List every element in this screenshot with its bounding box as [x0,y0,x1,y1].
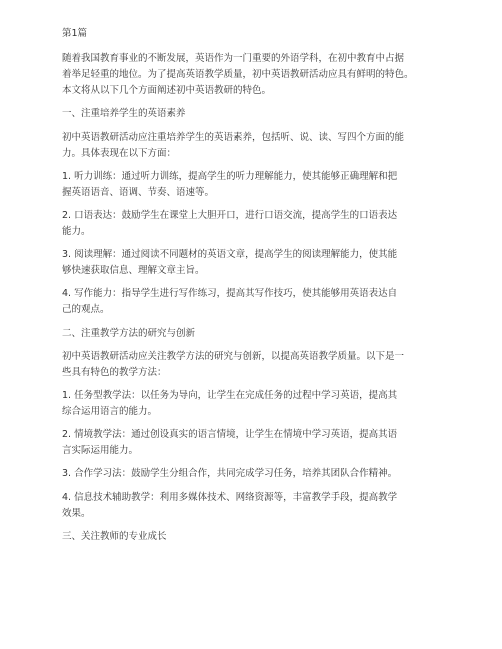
intro-line: 本文将从以下几个方面阐述初中英语教研的特色。 [62,85,272,96]
list-item-line: 1. 任务型教学法：以任务为导向，让学生在完成任务的过程中学习英语，提高其 [62,390,398,401]
section-intro-line: 力。具体表现在以下方面： [62,148,177,159]
list-item-line: 1. 听力训练：通过听力训练，提高学生的听力理解能力，使其能够正确理解和把 [62,171,398,182]
section-intro-line: 些具有特色的教学方法： [62,367,167,378]
list-item-line: 效果。 [62,508,91,519]
list-item-line: 3. 阅读理解：通过阅读不同题材的英语文章，提高学生的阅读理解能力，使其能 [62,249,398,260]
list-item-line: 己的观点。 [62,304,110,315]
section-heading: 一、注重培养学生的英语素养 [62,108,186,119]
section-heading: 三、关注教师的专业成长 [62,531,167,542]
list-item-line: 综合运用语言的能力。 [62,406,158,417]
list-item-line: 4. 写作能力：指导学生进行写作练习，提高其写作技巧，使其能够用英语表达自 [62,288,398,299]
list-item-line: 2. 口语表达：鼓励学生在课堂上大胆开口，进行口语交流，提高学生的口语表达 [62,210,398,221]
list-item-line: 能力。 [62,226,91,237]
list-item-line: 3. 合作学习法：鼓励学生分组合作，共同完成学习任务，培养其团队合作精神。 [62,468,398,479]
part-title: 第1篇 [62,28,88,39]
list-item-line: 够快速获取信息、理解文章主旨。 [62,265,205,276]
section-intro-line: 初中英语教研活动应关注教学方法的研究与创新，以提高英语教学质量。以下是一 [62,351,405,362]
list-item-line: 4. 信息技术辅助教学：利用多媒体技术、网络资源等，丰富教学手段，提高教学 [62,492,398,503]
section-heading: 二、注重教学方法的研究与创新 [62,328,196,339]
intro-line: 着举足轻重的地位。为了提高英语教学质量，初中英语教研活动应具有鲜明的特色。 [62,69,414,80]
intro-line: 随着我国教育事业的不断发展，英语作为一门重要的外语学科，在初中教育中占据 [62,53,405,64]
list-item-line: 2. 情境教学法：通过创设真实的语言情境，让学生在情境中学习英语，提高其语 [62,429,398,440]
list-item-line: 握英语语音、语调、节奏、语速等。 [62,187,215,198]
list-item-line: 言实际运用能力。 [62,445,139,456]
section-intro-line: 初中英语教研活动应注重培养学生的英语素养，包括听、说、读、写四个方面的能 [62,132,405,143]
